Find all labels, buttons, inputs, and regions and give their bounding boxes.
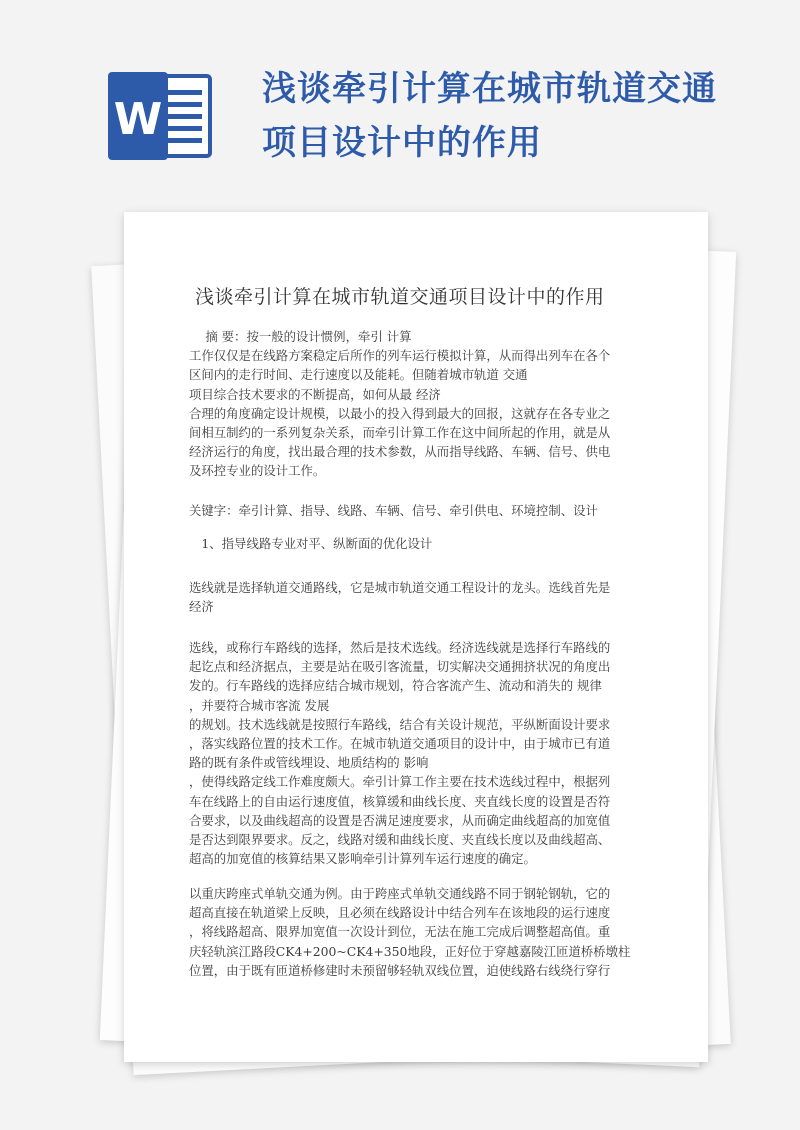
title-line-2: 项目设计中的作用: [262, 123, 542, 163]
paragraph-line: 位置，由于既有匝道桥修建时未预留够轻轨双线位置，迫使线路右线绕行穿行: [189, 962, 611, 978]
paragraph: [189, 638, 633, 868]
paragraph-line: ，落实线路位置的技术工作。在城市轨道交通项目的设计中，由于城市已有道: [189, 736, 611, 752]
paragraph-line: ，将线路超高、限界加宽值一次设计到位，无法在施工完成后调整超高值。重: [189, 924, 611, 940]
abstract-line: 及环控专业的设计工作。: [189, 463, 326, 479]
document-title: 浅谈牵引计算在城市轨道交通项目设计中的作用: [195, 286, 605, 308]
paragraph-line: 车在线路上的自由运行速度值，核算缓和曲线长度、夹直线长度的设置是否符: [189, 793, 611, 809]
page-title: [262, 62, 782, 170]
paragraph-line: 是否达到限界要求。反之，线路对缓和曲线长度、夹直线长度以及曲线超高、: [189, 832, 611, 848]
abstract-line: 区间内的走行时间、走行速度以及能耗。但随着城市轨道 交通: [189, 367, 528, 383]
abstract-line: 间相互制约的一系列复杂关系，而牵引计算工作在这中间所起的作用，就是从: [189, 425, 611, 441]
abstract-line: 项目综合技术要求的不断提高，如何从最 经济: [189, 386, 441, 402]
paragraph-line: 以重庆跨座式单轨交通为例。由于跨座式单轨交通线路不同于钢轮钢轨，它的: [189, 886, 611, 901]
abstract-line: 摘 要：按一般的设计惯例，牵引 计算: [189, 329, 412, 344]
word-document-icon: [108, 72, 212, 160]
paragraph-line: 起讫点和经济据点，主要是站在吸引客流量，切实解决交通拥挤状况的角度出: [189, 659, 611, 675]
section-heading: [189, 534, 633, 553]
paragraph-line: 发的。行车路线的选择应结合城市规划，符合客流产生、流动和消失的 规律: [189, 678, 602, 694]
paragraph-line: 路的既有条件或管线埋设、地质结构的 影响: [189, 755, 429, 771]
paragraph: [189, 578, 633, 616]
keywords: [189, 501, 633, 520]
paragraph-line: 经济: [189, 599, 214, 615]
paragraph-line: 选线就是选择轨道交通路线，它是城市轨道交通工程设计的龙头。选线首先是: [189, 580, 611, 595]
paragraph: [189, 884, 633, 980]
paragraph-line: 超高直接在轨道梁上反映，且必须在线路设计中结合列车在该地段的运行速度: [189, 905, 611, 921]
abstract-line: 合理的角度确定设计规模，以最小的投入得到最大的回报，这就存在各专业之: [189, 405, 611, 421]
abstract-line: 工作仅仅是在线路方案稳定后所作的列车运行模拟计算，从而得出列车在各个: [189, 348, 611, 364]
paragraph-line: 选线，或称行车路线的选择，然后是技术选线。经济选线就是选择行车路线的: [189, 640, 611, 655]
abstract: [189, 327, 633, 481]
paragraph-line: 超高的加宽值的核算结果又影响牵引计算列车运行速度的确定。: [189, 851, 536, 867]
svg-text:W: W: [113, 94, 163, 145]
paragraph-line: ，并要符合城市客流 发展: [189, 697, 330, 713]
paragraph-line: 合要求，以及曲线超高的设置是否满足速度要求，从而确定曲线超高的加宽值: [189, 812, 611, 828]
section-heading-line: 1、指导线路专业对平、纵断面的优化设计: [189, 536, 433, 551]
paragraph-line: 庆轻轨滨江路段CK4+200~CK4+350地段，正好位于穿越嘉陵江匝道桥桥墩柱: [189, 943, 631, 959]
abstract-line: 经济运行的角度，找出最合理的技术参数，从而指导线路、车辆、信号、供电: [189, 444, 611, 460]
paragraph-line: ，使得线路定线工作难度颇大。牵引计算工作主要在技术选线过程中，根据列: [189, 774, 611, 790]
paragraph-line: 的规划。技术选线就是按照行车路线，结合有关设计规范，平纵断面设计要求: [189, 716, 611, 732]
keywords-line: 关键字：牵引计算、指导、线路、车辆、信号、牵引供电、环境控制、设计: [189, 503, 598, 518]
title-line-1: 浅谈牵引计算在城市轨道交通: [262, 69, 717, 109]
